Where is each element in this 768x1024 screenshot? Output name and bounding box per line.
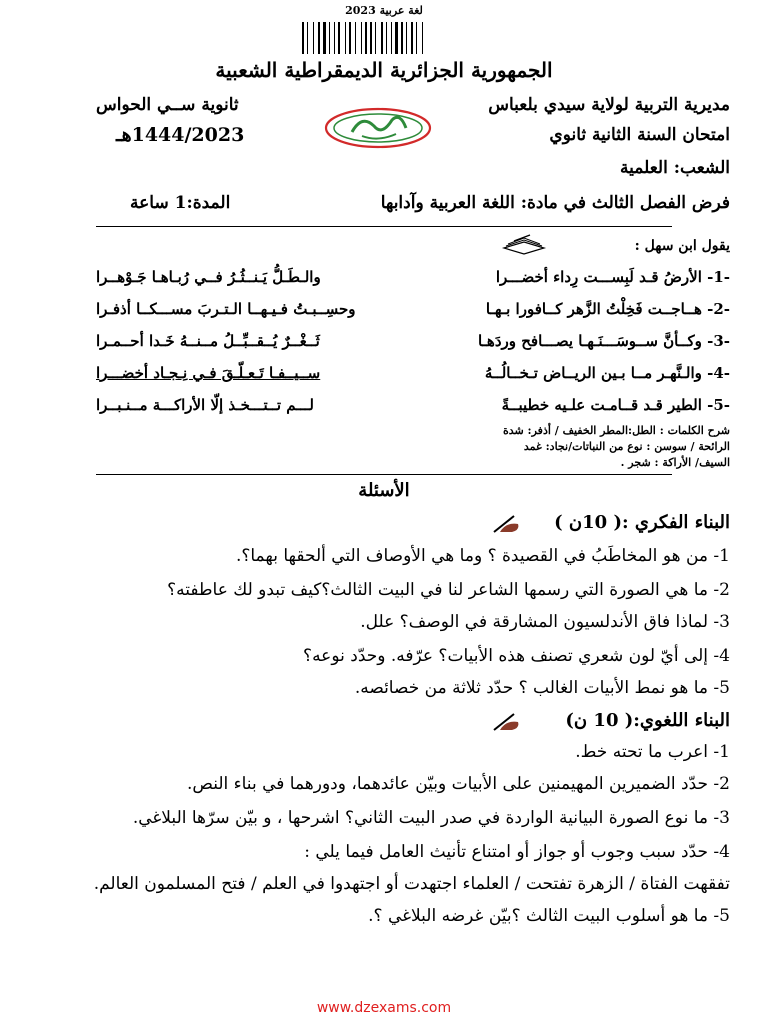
pen-hand-icon	[492, 710, 522, 732]
question-5: 5- ما هو نمط الأبيات الغالب ؟ حدّد ثلاثة من خصائصه.	[354, 678, 730, 698]
glossary-line: السيف/ الأراكة : شجر .	[620, 456, 730, 469]
book-icon	[500, 232, 548, 256]
stream: الشعب: العلمية	[620, 158, 730, 178]
school-name: ثانوية ســي الحواس	[96, 95, 239, 115]
barcode	[300, 22, 468, 54]
duration: المدة:1 ساعة	[130, 193, 231, 213]
question-1: 1- من هو المخاطَبُ في القصيدة ؟ وما هي الأوصاف التي ألحقها بهما؟.	[235, 546, 730, 566]
pen-hand-icon	[492, 512, 522, 534]
subject-year-note: لغة عربية 2023	[345, 4, 423, 17]
subject: فرض الفصل الثالث في مادة: اللغة العربية وآدابها	[380, 193, 730, 213]
question-2: 2- ما هي الصورة التي رسمها الشاعر لنا في البيت الثالث؟كيف تبدو لك عاطفته؟	[167, 580, 730, 600]
questions-title: الأسئلة	[358, 480, 410, 501]
verse-4-first-hemistich: -4- والـنَّهـر مــا بـين الريــاض تـخــالُــهُ	[484, 364, 730, 382]
poem-divider	[96, 474, 672, 475]
exam-title: امتحان السنة الثانية ثانوي	[549, 125, 730, 145]
exam-year: 1444/2023هـ	[116, 124, 245, 146]
question-2: 2- حدّد الضميرين المهيمنين على الأبيات وبيّن عائدهما، ودورهما في بناء النص.	[186, 774, 730, 794]
section-linguistic-title: البناء اللغوي:( 10 ن)	[565, 710, 730, 731]
glossary-line: شرح الكلمات : الطل:المطر الخفيف / أذفر: شدة	[502, 424, 730, 437]
verse-3-second-hemistich: ثَــغْــرٌ يُــقــبِّــلُ مــنــهُ خَـدا أحــمـرا	[96, 332, 320, 350]
verse-4-second-hemistich: ســيــفـا تَـعـلّـقَ فـي نِـجـاد أخضـــرا	[96, 364, 321, 382]
question-4: 4- إلى أيّ لون شعري تصنف هذه الأبيات؟ عرّفه. وحدّد نوعه؟	[303, 646, 730, 666]
question-3: 3- لماذا فاق الأندلسيون المشارقة في الوصف؟ علل.	[360, 612, 730, 632]
verse-1-second-hemistich: والـطَـلُّ يَـنــثُـرُ فــي رُبـاهـا جَـوْهــرا	[96, 268, 321, 286]
question-5: 5- ما هو أسلوب البيت الثالث ؟بيّن غرضه البلاغي ؟.	[368, 906, 730, 926]
header-divider	[96, 226, 672, 227]
verse-2-first-hemistich: -2- هــاجــت فَخِلْتُ الزَّهر كــافورا بـهـا	[485, 300, 730, 318]
republic-title: الجمهورية الجزائرية الديمقراطية الشعبية	[215, 58, 553, 82]
verse-5-second-hemistich: لـــم تــتـــخـذ إلّا الأراكـــة مــنـبــرا	[96, 396, 314, 414]
verse-5-first-hemistich: -5- الطير قـد قــامـت علـيه خطيبــةً	[501, 396, 730, 414]
verse-1-first-hemistich: -1- الأرضُ قـد لَبِســـت رِداء أخضـــرا	[495, 268, 730, 286]
verse-3-first-hemistich: -3- وكــأنَّ ســوسَـــنَـهـا يصـــافح وردَهـا	[477, 332, 730, 350]
question-3: 3- ما نوع الصورة البيانية الواردة في صدر البيت الثاني؟ اشرحها ، و بيّن سرّها البلاغي.	[132, 808, 730, 828]
directorate: مديرية التربية لولاية سيدي بلعباس	[488, 95, 730, 115]
footer-website-link[interactable]: www.dzexams.com	[316, 1000, 452, 1016]
question-1: 1- اعرب ما تحته خط.	[575, 742, 730, 762]
glossary-line: الرائحة / سوسن : نوع من النباتات/نجاد: غمد	[523, 440, 730, 453]
verse-2-second-hemistich: وحسِــبـتُ فـيـهــا الـتـربَ مســـكــا أذفـرا	[96, 300, 356, 318]
ministry-logo	[322, 106, 434, 150]
poem-intro: يقول ابن سهل :	[634, 238, 730, 254]
question-4-examples: تفقهت الفتاة / الزهرة تفتحت / العلماء اجتهدت أو اجتهدوا في العلم / فتح المسلمون العالم.	[93, 874, 730, 894]
question-4: 4- حدّد سبب وجوب أو جواز أو امتناع تأنيث العامل فيما يلي :	[304, 842, 730, 862]
section-intellectual-title: البناء الفكري :( 10ن )	[554, 512, 730, 533]
